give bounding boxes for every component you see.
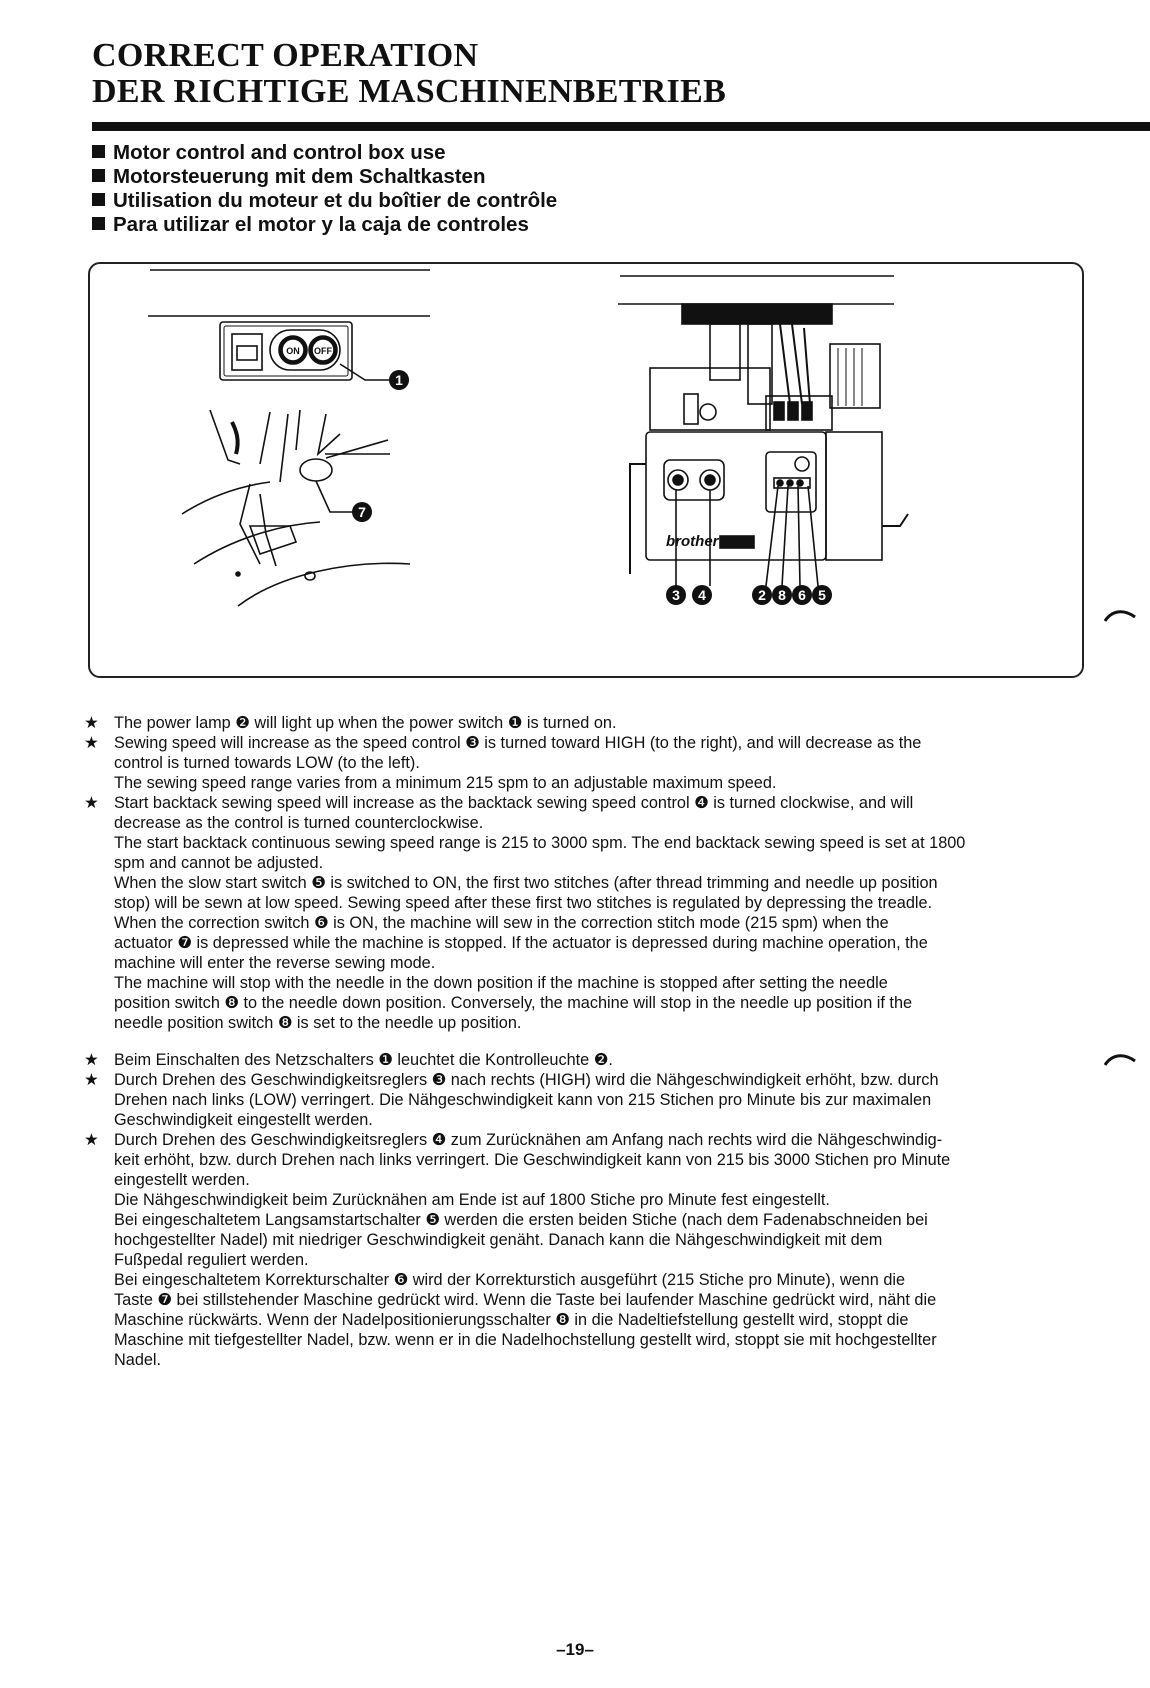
page-edge-tab-icon bbox=[1104, 1052, 1136, 1066]
notes-english bbox=[84, 713, 1080, 1033]
note-line: stop) will be sewn at low speed. Sewing speed after these first two stitches is regulated by depressing the treadle. bbox=[114, 894, 933, 912]
square-bullet-icon bbox=[92, 217, 105, 230]
on-switch-label: ON bbox=[286, 346, 300, 356]
note-line: The start backtack continuous sewing speed range is 215 to 3000 spm. The end backtack sewing speed is set at 1800 bbox=[114, 834, 966, 852]
square-bullet-icon bbox=[92, 193, 105, 206]
svg-text:3: 3 bbox=[672, 587, 680, 603]
title-line-german: DER RICHTIGE MASCHINENBETRIEB bbox=[92, 73, 727, 110]
notes-german bbox=[84, 1050, 1080, 1370]
note-item bbox=[84, 1130, 1080, 1370]
note-line: Maschine mit tiefgestellter Nadel, bzw. wenn er in die Nadelhochstellung gestellt wird, stoppt sie mit hochgestellter bbox=[114, 1331, 937, 1349]
note-item bbox=[84, 1050, 1080, 1070]
note-line: Drehen nach links (LOW) verringert. Die Nähgeschwindigkeit kann von 215 Stichen pro Minute bis zur maximalen bbox=[114, 1091, 932, 1109]
note-line: Bei eingeschaltetem Korrekturschalter ❻ wird der Korrekturstich ausgeführt (215 Stiche pro Minute), wenn die bbox=[114, 1271, 906, 1289]
note-line: Fußpedal reguliert werden. bbox=[114, 1251, 309, 1269]
note-line: spm and cannot be adjusted. bbox=[114, 854, 324, 872]
section-headings bbox=[92, 141, 557, 237]
note-line: Die Nähgeschwindigkeit beim Zurücknähen am Ende ist auf 1800 Stiche pro Minute fest eingestellt. bbox=[114, 1191, 830, 1209]
page-edge-tab-icon bbox=[1104, 608, 1136, 622]
note-line: hochgestellter Nadel) mit niedriger Geschwindigkeit genäht. Danach kann die Nähgeschwindigkeit mit dem bbox=[114, 1231, 883, 1249]
star-bullet-icon: ★ bbox=[84, 1071, 99, 1089]
subheading-english: Motor control and control box use bbox=[92, 141, 557, 165]
svg-text:8: 8 bbox=[778, 587, 786, 603]
off-switch-label: OFF bbox=[314, 346, 332, 356]
subheading-spanish: Para utilizar el motor y la caja de controles bbox=[92, 213, 557, 237]
note-line: The machine will stop with the needle in the down position if the machine is stopped after setting the needle bbox=[114, 974, 888, 992]
svg-text:7: 7 bbox=[358, 504, 366, 520]
note-item bbox=[84, 793, 1080, 1033]
note-line: position switch ❽ to the needle down position. Conversely, the machine will stop in the needle up position if the bbox=[114, 994, 913, 1012]
note-line: machine will enter the reverse sewing mode. bbox=[114, 954, 436, 972]
note-line: When the slow start switch ❺ is switched to ON, the first two stitches (after thread trimming and needle up position bbox=[114, 874, 938, 892]
note-line: keit erhöht, bzw. durch Drehen nach links verringert. Die Geschwindigkeit kann von 215 bis 3000 Stichen pro Minute bbox=[114, 1151, 951, 1169]
note-line: Geschwindigkeit eingestellt werden. bbox=[114, 1111, 373, 1129]
note-line: The power lamp ❷ will light up when the power switch ❶ is turned on. bbox=[114, 714, 617, 732]
star-bullet-icon: ★ bbox=[84, 734, 99, 752]
square-bullet-icon bbox=[92, 169, 105, 182]
control-box-drawing bbox=[618, 276, 908, 605]
svg-text:6: 6 bbox=[798, 587, 806, 603]
note-item bbox=[84, 1070, 1080, 1130]
svg-text:2: 2 bbox=[758, 587, 766, 603]
note-line: actuator ❼ is depressed while the machine is stopped. If the actuator is depressed during machine operation, the bbox=[114, 934, 928, 952]
figure-box bbox=[88, 262, 1084, 678]
page-number: –19– bbox=[556, 1640, 594, 1659]
star-bullet-icon: ★ bbox=[84, 794, 99, 812]
square-bullet-icon bbox=[92, 145, 105, 158]
note-line: Sewing speed will increase as the speed control ❸ is turned toward HIGH (to the right), and will decrease as the bbox=[114, 734, 922, 752]
note-line: Maschine rückwärts. Wenn der Nadelpositionierungsschalter ❽ in die Nadeltiefstellung gestellt wird, stoppt die bbox=[114, 1311, 909, 1329]
star-bullet-icon: ★ bbox=[84, 714, 99, 732]
illustration bbox=[90, 264, 1082, 676]
svg-text:1: 1 bbox=[395, 372, 403, 388]
title-line-english: CORRECT OPERATION bbox=[92, 37, 479, 74]
note-line: Taste ❼ bei stillstehender Maschine gedrückt wird. Wenn die Taste bei laufender Maschine gedrückt wird, näht die bbox=[114, 1291, 937, 1309]
note-item bbox=[84, 733, 1080, 793]
title-rule bbox=[92, 122, 1150, 131]
note-line: Nadel. bbox=[114, 1351, 162, 1369]
note-item bbox=[84, 713, 1080, 733]
note-line: Durch Drehen des Geschwindigkeitsreglers ❸ nach rechts (HIGH) wird die Nähgeschwindigkeit erhöht, bzw. durch bbox=[114, 1071, 939, 1089]
note-line: eingestellt werden. bbox=[114, 1171, 250, 1189]
svg-text:4: 4 bbox=[698, 587, 706, 603]
note-line: The sewing speed range varies from a minimum 215 spm to an adjustable maximum speed. bbox=[114, 774, 777, 792]
svg-text:5: 5 bbox=[818, 587, 826, 603]
subheading-german: Motorsteuerung mit dem Schaltkasten bbox=[92, 165, 557, 189]
note-line: Durch Drehen des Geschwindigkeitsreglers ❹ zum Zurücknähen am Anfang nach rechts wird die Nähgeschwindig- bbox=[114, 1131, 943, 1149]
brand-logo-text: brother bbox=[666, 533, 719, 550]
note-line: decrease as the control is turned counterclockwise. bbox=[114, 814, 484, 832]
note-line: needle position switch ❽ is set to the needle up position. bbox=[114, 1014, 522, 1032]
subheading-french: Utilisation du moteur et du boîtier de contrôle bbox=[92, 189, 557, 213]
note-line: control is turned towards LOW (to the left). bbox=[114, 754, 420, 772]
star-bullet-icon: ★ bbox=[84, 1051, 99, 1069]
machine-head-drawing bbox=[148, 270, 430, 606]
note-line: Beim Einschalten des Netzschalters ❶ leuchtet die Kontrolleuchte ❷. bbox=[114, 1051, 613, 1069]
note-line: Start backtack sewing speed will increase as the backtack sewing speed control ❹ is turned clockwise, and will bbox=[114, 794, 914, 812]
note-line: Bei eingeschaltetem Langsamstartschalter ❺ werden die ersten beiden Stiche (nach dem Fadenabschneiden bei bbox=[114, 1211, 928, 1229]
note-line: When the correction switch ❻ is ON, the machine will sew in the correction stitch mode (215 spm) when the bbox=[114, 914, 889, 932]
page-title bbox=[92, 38, 726, 110]
star-bullet-icon: ★ bbox=[84, 1131, 99, 1149]
